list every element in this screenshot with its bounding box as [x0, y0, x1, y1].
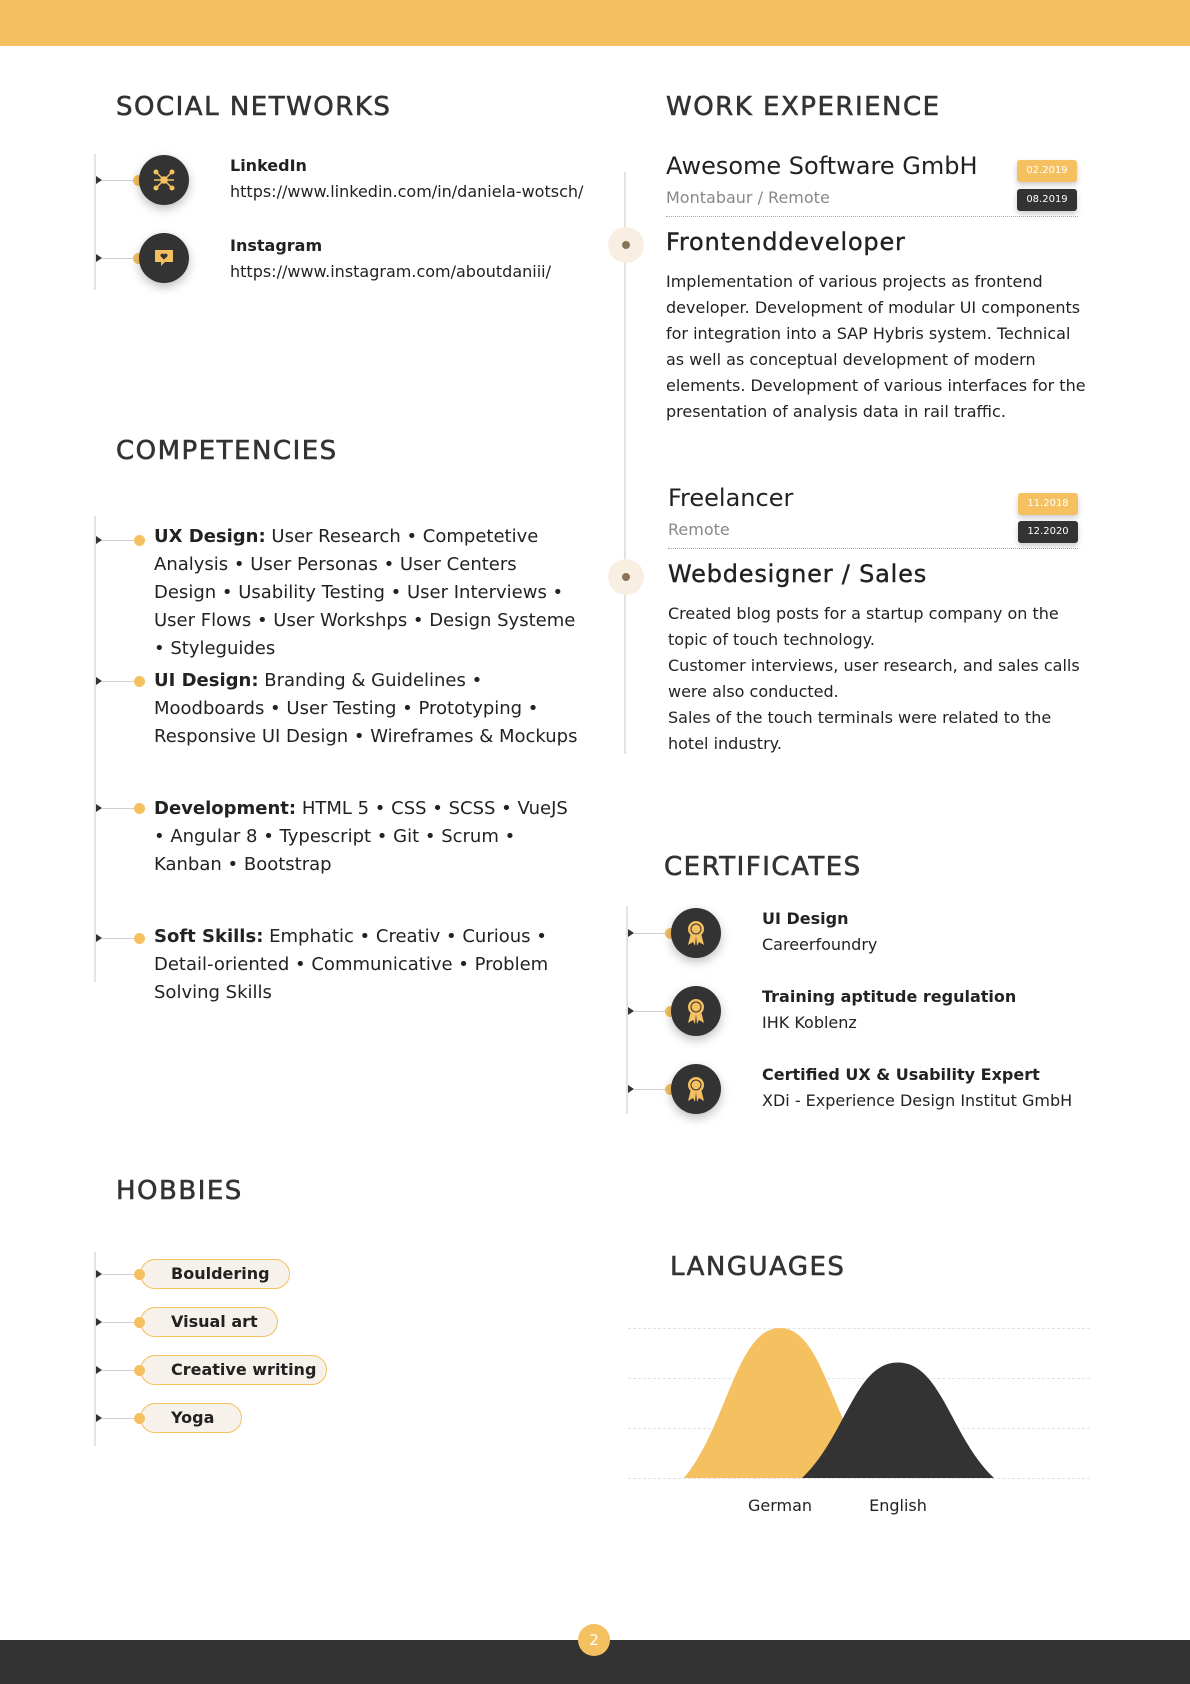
top-accent-bar — [0, 0, 1190, 46]
social-link-instagram[interactable]: https://www.instagram.com/aboutdaniii/ — [230, 262, 551, 281]
connector — [102, 1418, 138, 1419]
language-label: German — [747, 1496, 813, 1515]
divider — [666, 216, 1078, 217]
competency-soft-skills — [154, 923, 584, 1007]
competencies-timeline — [94, 516, 96, 982]
bullet-dot — [134, 676, 145, 687]
certificate-issuer: XDi - Experience Design Institut GmbH — [762, 1091, 1073, 1110]
date-end-tag: 12.2020 — [1018, 521, 1078, 543]
social-link-linkedin[interactable]: https://www.linkedin.com/in/daniela-wotsch/ — [230, 182, 584, 201]
connector — [102, 938, 138, 939]
bullet-dot — [134, 1317, 145, 1328]
connector — [102, 681, 138, 682]
certificates-title: CERTIFICATES — [664, 852, 862, 882]
competency-ux — [154, 523, 584, 663]
page-number: 2 — [578, 1624, 610, 1656]
job-company: Awesome Software GmbH — [666, 152, 978, 180]
competency-development — [154, 795, 584, 879]
date-start-tag: 11.2018 — [1018, 493, 1078, 515]
connector — [102, 808, 138, 809]
bullet-dot — [134, 1269, 145, 1280]
hobbies-title: HOBBIES — [116, 1176, 243, 1206]
social-networks-title: SOCIAL NETWORKS — [116, 92, 392, 122]
competency-label: Development: — [154, 798, 297, 819]
job-role: Frontenddeveloper — [666, 228, 906, 256]
bullet-dot — [134, 933, 145, 944]
competency-label: UX Design: — [154, 526, 266, 547]
bullet-dot — [134, 1365, 145, 1376]
job-description: Implementation of various projects as frontend developer. Development of modular UI components for integration into a SAP Hybris system. Technical as well as conceptual development of modern elements. Development of various interfaces for the presentation of analysis data in rail traffic. — [666, 272, 1086, 421]
languages-chart — [628, 1320, 1090, 1490]
connector — [634, 1089, 668, 1090]
connector — [102, 1370, 138, 1371]
certificate-issuer: Careerfoundry — [762, 935, 878, 954]
hobby-pill: Yoga — [140, 1403, 242, 1433]
date-start-tag: 02.2019 — [1017, 160, 1077, 182]
social-label-instagram: Instagram — [230, 236, 323, 255]
hobby-pill: Bouldering — [140, 1259, 290, 1289]
connector — [102, 540, 138, 541]
competency-text: Emphatic • Creativ • Curious • Detail-oriented • Communicative • Problem Solving Skills — [154, 926, 549, 1003]
divider — [668, 548, 1078, 549]
network-icon — [139, 155, 189, 205]
job-company: Freelancer — [668, 484, 794, 512]
connector — [634, 933, 668, 934]
job-description: Created blog posts for a startup company on the topic of touch technology. Customer interviews, user research, and sales calls were also conducted. Sales of the touch terminals were related to the hotel industry. — [668, 604, 1080, 753]
work-experience-title: WORK EXPERIENCE — [666, 92, 941, 122]
timeline-node — [608, 227, 644, 263]
timeline-node — [608, 559, 644, 595]
connector — [102, 1274, 138, 1275]
certificate-name: UI Design — [762, 909, 849, 928]
hobby-pill: Visual art — [140, 1307, 278, 1337]
bullet-dot — [134, 803, 145, 814]
competency-text: User Research • Competetive Analysis • User Personas • User Centers Design • Usability Testing • User Interviews • User Flows • User Workshps • Design Systeme • Styleguides — [154, 526, 576, 659]
job-role: Webdesigner / Sales — [668, 560, 927, 588]
job-location: Montabaur / Remote — [666, 188, 830, 207]
connector — [634, 1011, 668, 1012]
competency-label: Soft Skills: — [154, 926, 264, 947]
certificate-name: Certified UX & Usability Expert — [762, 1065, 1040, 1084]
award-icon — [671, 986, 721, 1036]
competency-text: Branding & Guidelines • Moodboards • User Testing • Prototyping • Responsive UI Design • Wireframes & Mockups — [154, 670, 578, 747]
bullet-dot — [134, 535, 145, 546]
competency-ui — [154, 667, 584, 751]
language-label: English — [869, 1496, 927, 1515]
competencies-title: COMPETENCIES — [116, 436, 338, 466]
certificate-name: Training aptitude regulation — [762, 987, 1017, 1006]
hobby-pill: Creative writing — [140, 1355, 327, 1385]
languages-title: LANGUAGES — [670, 1252, 846, 1282]
connector — [102, 1322, 138, 1323]
date-end-tag: 08.2019 — [1017, 189, 1077, 211]
award-icon — [671, 1064, 721, 1114]
chat-heart-icon — [139, 233, 189, 283]
social-label-linkedin: LinkedIn — [230, 156, 307, 175]
job-location: Remote — [668, 520, 730, 539]
award-icon — [671, 908, 721, 958]
certificate-issuer: IHK Koblenz — [762, 1013, 857, 1032]
bullet-dot — [134, 1413, 145, 1424]
competency-text: HTML 5 • CSS • SCSS • VueJS • Angular 8 • Typescript • Git • Scrum • Kanban • Bootstrap — [154, 798, 568, 875]
competency-label: UI Design: — [154, 670, 259, 691]
social-timeline — [94, 154, 96, 290]
